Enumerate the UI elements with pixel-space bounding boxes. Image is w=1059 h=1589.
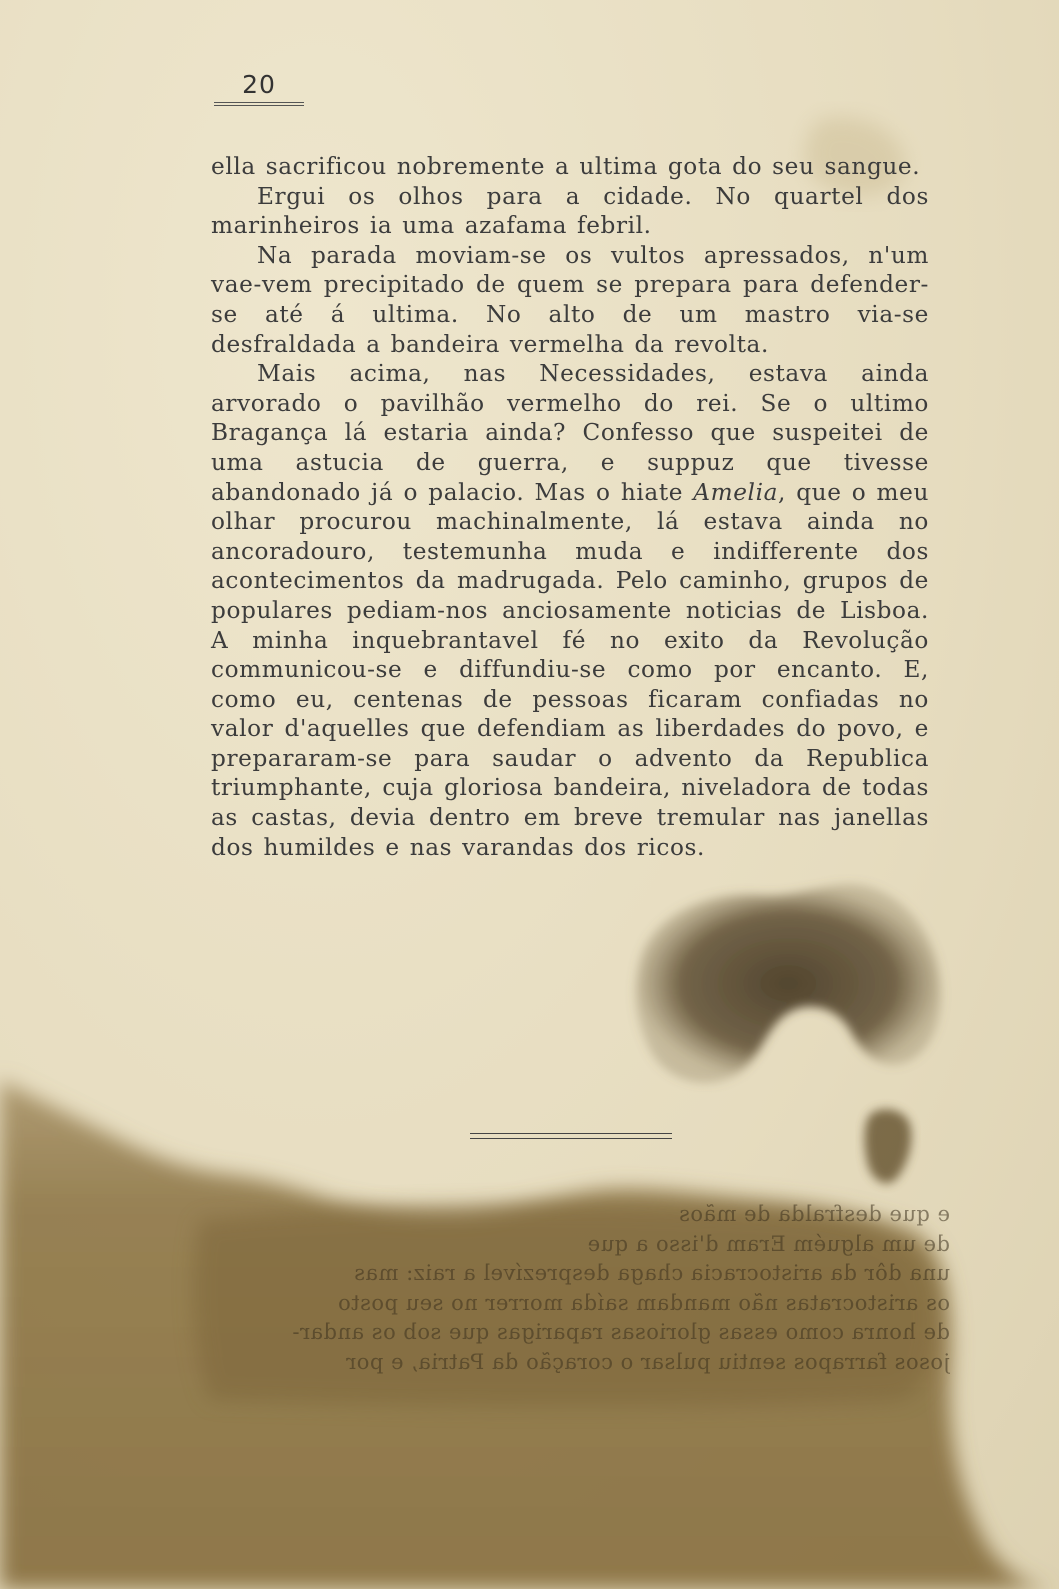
paragraph-1: ella sacrificou nobremente a ultima gota do seu sangue.: [211, 153, 921, 180]
bleed-line: josos farrapos sentiu pulsar o coração da Patria, e por: [345, 1349, 950, 1374]
yacht-name: Amelia: [693, 478, 779, 506]
paragraph-4-part-2: , que o meu olhar procurou machinalmente, lá estava ainda no ancoradouro, testemunha muda e indifferente dos acontecimentos da madrugada. Pelo caminho, grupos de populares pediam-nos anciosamente noticias de Lisboa. A minha inquebrantavel fé no exito da Revolução communicou-se e diffundiu-se como por encanto. E, como eu, centenas de pessoas ficaram confiadas no valor d'aquelles que defendiam as liberdades do povo, e prepararam-se para saudar o advento da Republica triumphante, cuja gloriosa bandeira, niveladora de todas as castas, devia dentro em breve tremular nas janellas dos humildes e nas varandas dos ricos.: [211, 478, 929, 861]
paragraph-2: Ergui os olhos para a cidade. No quartel dos marinheiros ia uma azafama febril.: [211, 182, 929, 240]
body-text: [211, 152, 929, 862]
paragraph-3: Na parada moviam-se os vultos apressados, n'um vae-vem precipitado de quem se prepara para defender-se até á ultima. No alto de um mastro via-se desfraldada a bandeira vermelha da revolta.: [211, 241, 929, 358]
bleed-line: os aristocratas não mandam saída morrer no seu posto: [337, 1290, 950, 1315]
bleed-line: de honra como essas gloriosas raparigas que sob os andar-: [291, 1320, 950, 1344]
bleed-line: una dôr da aristocracia chaga desprezível a raiz: mas: [353, 1261, 950, 1285]
bleed-line: e que desfralda de mãos: [678, 1202, 950, 1226]
page-number-rule: [214, 102, 304, 106]
paragraph-4: [211, 359, 929, 862]
bleed-line: de um alguém Eram d'isso a que: [587, 1231, 950, 1256]
page-header: [214, 70, 304, 106]
section-end-rule: [470, 1133, 672, 1139]
bleed-through-text: [210, 1200, 950, 1377]
paragraph-4-part-1: Mais acima, nas Necessidades, estava ainda arvorado o pavilhão vermelho do rei. Se o ultimo Bragança lá estaria ainda? Confesso que suspeitei de uma astucia de guerra, e suppuz que tivesse abandonado já o palacio. Mas o hiate: [211, 360, 929, 506]
page-number: 20: [242, 70, 276, 99]
